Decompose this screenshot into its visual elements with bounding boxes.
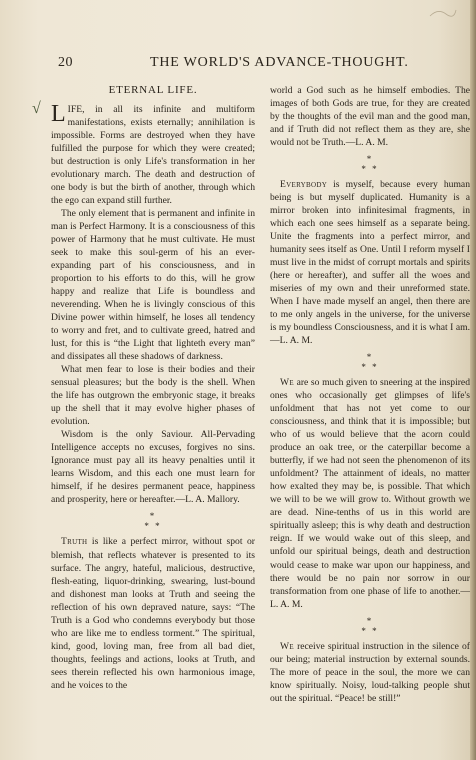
lead-word: Truth bbox=[61, 536, 88, 548]
divider-star: * bbox=[149, 511, 157, 522]
paragraph: The only element that is permanent and infinite in man is Perfect Harmony. It is a consciousness of this power of Harmony that he must cultivate. He must seek to make this soul-germ of his an ever-expanding part of his consciousness, and in proportion to his efforts to do this, will he grow happy and realize that Life is boundless and neverending. When he is livingly conscious of this Divine power within himself, he loses all tendency to worry and fret, and to cultivate greed, hatred and lust, for this is “the Light that lighteth every man” and dissipates all these shadows of darkness. bbox=[51, 208, 255, 363]
divider-stars: * * bbox=[144, 521, 162, 532]
left-column bbox=[51, 84, 255, 692]
page-edge bbox=[470, 0, 476, 760]
running-title: THE WORLD'S ADVANCE-THOUGHT. bbox=[150, 55, 409, 70]
paragraph: world a God such as he himself embodies. The images of both Gods are true, for they are created by the thoughts of the evil man and the good man, and if Truth did not reflect them as they are, she would not be Truth.—L. A. M. bbox=[270, 85, 470, 149]
section-divider bbox=[270, 154, 470, 174]
section-divider bbox=[270, 616, 470, 636]
page-number: 20 bbox=[58, 55, 73, 70]
paragraph: Everybody is myself, because every human being is but myself duplicated. Humanity is a mirror broken into infinitesimal fragments, in which each one sees himself as a separate being. Unite the fragments into a perfect mirror, and humanity sees itself as One. Until I reform myself I must live in the midst of corrupt mortals and spirits (here or hereafter), and suffer all the woes and miseries of my own and their unreformed state. When I have made myself an angel, then there are to me only angels in the universe, for the universe is my boundless Consciousness, and it is what I am.—L. A. M. bbox=[270, 179, 470, 347]
section-divider bbox=[270, 352, 470, 372]
right-column bbox=[270, 84, 470, 705]
lead-word: Everybody bbox=[280, 179, 328, 191]
paragraph: LIFE, in all its infinite and multiform manifestations, exists eternally; annihilation is impossible. Forms are destroyed when they have fulfilled the purpose for which they were created; but destruction is only Life's transformation in her evolutionary march. The death and destruction of one body is but the birth of another, through which the ego can expand still further. bbox=[51, 101, 255, 207]
divider-stars: * * bbox=[361, 625, 379, 636]
lead-word: We bbox=[280, 640, 294, 652]
article-title: ETERNAL LIFE. bbox=[108, 84, 198, 96]
divider-stars: * * bbox=[361, 164, 379, 175]
page-header bbox=[0, 55, 476, 75]
pencil-mark bbox=[428, 6, 458, 20]
paragraph: Wisdom is the only Saviour. All-Pervading Intelligence accepts no excuses, forgives no sins. Ignorance must pay all its heavy penalties until it learns Wisdom, and this each one must learn for himself, if he desires permanent peace, happiness and prosperity, here or hereafter.—L. A. Mallory. bbox=[51, 429, 255, 506]
divider-star: * bbox=[366, 615, 374, 626]
drop-cap: L bbox=[51, 101, 66, 127]
divider-star: * bbox=[366, 352, 374, 363]
paragraph: Truth is like a perfect mirror, without spot or blemish, that reflects whatever is presented to its surface. The angry, hateful, malicious, destructive, flesh-eating, liquor-drinking, swearing, lust-bound and dishonest man looks at Truth and seeing the reflection of his own depraved nature, says: “The Truth is a God who condemns everybody but those who are like me to endless torment.” The spiritual, kind, good, loving man, free from all bad diet, thoughts, feelings and actions, looks at Truth, and sees therein reflected his own harmonious image, and he voices to the bbox=[51, 536, 255, 691]
paragraph: We receive spiritual instruction in the silence of our being; material instruction by external sounds. The more of peace in the soul, the more we can know spiritually. Noisy, loud-talking people shut out the spiritual. “Peace! be still!” bbox=[270, 640, 470, 704]
divider-star: * bbox=[366, 154, 374, 165]
paragraph: What men fear to lose is their bodies and their sensual pleasures; but the body is the shell. When the life has outgrown the embryonic stage, it breaks up the shell that it may evolve higher phases of evolution. bbox=[51, 364, 255, 428]
lead-word: We bbox=[280, 377, 294, 389]
paragraph: We are so much given to sneering at the inspired ones who occasionally get glimpses of life's unfoldment that has not yet come to our consciousness, and think that it is impossible; but who of us would believe that the acorn could produce an oak tree, or the caterpillar become a butterfly, if we had not seen the phenomenon of its unfoldment? The attainment of ideals, no matter how exalted they may be, is possible. That which we will to be we will grow to. Without growth we are dead. Nine-tenths of us in this world are spiritually asleep; this is why death and destruction reign. If we would wake out of this sleep, and unfold our spiritual beings, death and destruction would cease to make war upon our happiness, and there would be no pain nor sorrow in our transformation from one phase of life to another.—L. A. M. bbox=[270, 377, 470, 610]
check-mark-icon: √ bbox=[32, 100, 41, 117]
divider-stars: * * bbox=[361, 362, 379, 373]
section-divider bbox=[51, 511, 255, 531]
